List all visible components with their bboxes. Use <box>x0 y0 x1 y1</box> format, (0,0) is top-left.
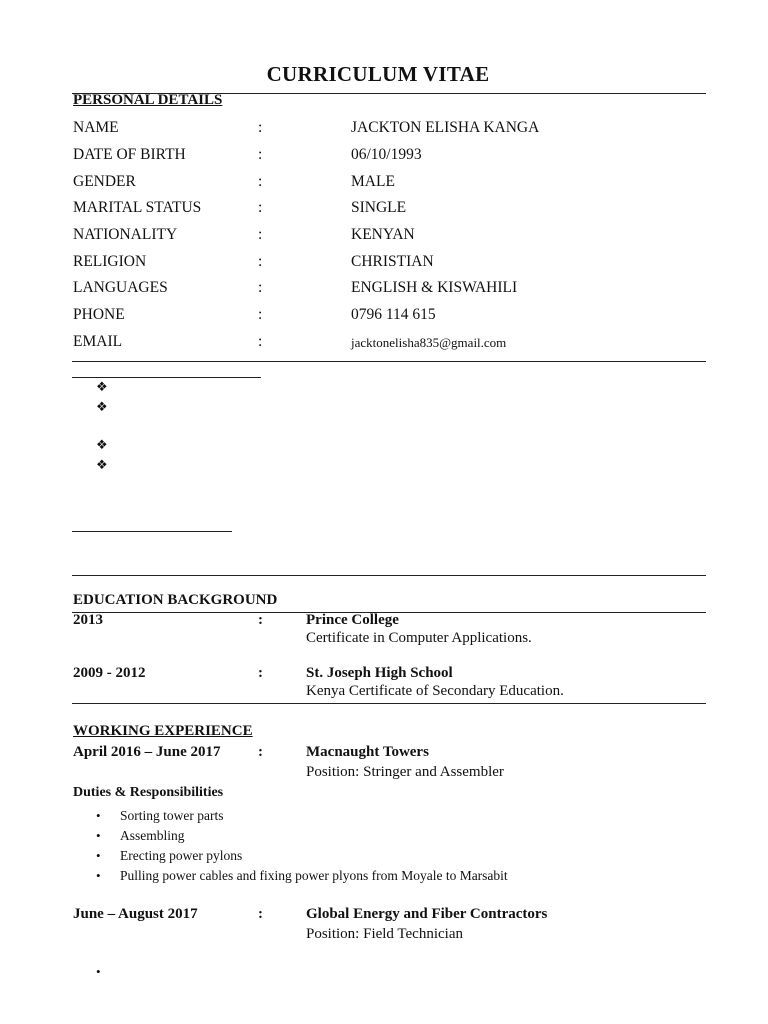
diamond-bullet: ❖ <box>96 380 108 395</box>
divider <box>72 575 706 576</box>
separator: : <box>258 306 263 323</box>
education-heading: EDUCATION BACKGROUND <box>73 592 278 608</box>
diamond-bullet: ❖ <box>96 438 108 453</box>
education-detail: Certificate in Computer Applications. <box>306 630 532 646</box>
divider <box>72 703 706 704</box>
personal-details-heading: PERSONAL DETAILS <box>73 92 223 108</box>
value-marital-status: SINGLE <box>351 199 407 216</box>
separator: : <box>258 744 263 760</box>
bullet: • <box>96 848 101 863</box>
duty-item: Erecting power pylons <box>120 848 243 863</box>
separator: : <box>258 199 263 216</box>
separator: : <box>258 146 263 163</box>
value-gender: MALE <box>351 173 395 190</box>
label-phone: PHONE <box>73 306 125 323</box>
label-gender: GENDER <box>73 173 136 190</box>
label-email: EMAIL <box>73 333 123 350</box>
duty-item: Pulling power cables and fixing power plyons from Moyale to Marsabit <box>120 868 508 883</box>
bullet: • <box>96 964 101 979</box>
job-employer: Macnaught Towers <box>306 744 429 760</box>
label-date-of-birth: DATE OF BIRTH <box>73 146 186 163</box>
job-employer: Global Energy and Fiber Contractors <box>306 906 548 922</box>
job-period: June – August 2017 <box>73 906 198 922</box>
value-nationality: KENYAN <box>351 226 415 243</box>
separator: : <box>258 612 263 628</box>
value-email: jacktonelisha835@gmail.com <box>351 335 507 350</box>
duties-heading: Duties & Responsibilities <box>73 785 224 800</box>
job-position: Position: Stringer and Assembler <box>306 764 504 780</box>
page-title: CURRICULUM VITAE <box>266 62 490 86</box>
separator: : <box>258 253 263 270</box>
separator: : <box>258 173 263 190</box>
label-languages: LANGUAGES <box>73 279 168 296</box>
education-school: St. Joseph High School <box>306 665 453 681</box>
separator: : <box>258 906 263 922</box>
bullet: • <box>96 808 101 823</box>
education-year: 2009 - 2012 <box>73 665 146 681</box>
bullet: • <box>96 828 101 843</box>
value-religion: CHRISTIAN <box>351 253 434 270</box>
value-name: JACKTON ELISHA KANGA <box>351 119 540 136</box>
experience-heading: WORKING EXPERIENCE <box>73 723 253 739</box>
job-period: April 2016 – June 2017 <box>73 744 221 760</box>
duty-item: Sorting tower parts <box>120 808 224 823</box>
duty-item: Assembling <box>120 828 185 843</box>
education-school: Prince College <box>306 612 399 628</box>
heading-underline <box>72 531 232 532</box>
label-name: NAME <box>73 119 119 136</box>
label-religion: RELIGION <box>73 253 147 270</box>
education-detail: Kenya Certificate of Secondary Education. <box>306 683 564 699</box>
separator: : <box>258 119 263 136</box>
label-marital-status: MARITAL STATUS <box>73 199 202 216</box>
education-year: 2013 <box>73 612 103 628</box>
value-date-of-birth: 06/10/1993 <box>351 146 422 163</box>
label-nationality: NATIONALITY <box>73 226 178 243</box>
value-phone: 0796 114 615 <box>351 306 436 323</box>
separator: : <box>258 333 263 350</box>
separator: : <box>258 665 263 681</box>
job-position: Position: Field Technician <box>306 926 463 942</box>
diamond-bullet: ❖ <box>96 400 108 415</box>
bullet: • <box>96 868 101 883</box>
separator: : <box>258 279 263 296</box>
diamond-bullet: ❖ <box>96 458 108 473</box>
separator: : <box>258 226 263 243</box>
value-languages: ENGLISH & KISWAHILI <box>351 279 518 296</box>
heading-underline <box>72 377 261 378</box>
divider <box>72 361 706 362</box>
